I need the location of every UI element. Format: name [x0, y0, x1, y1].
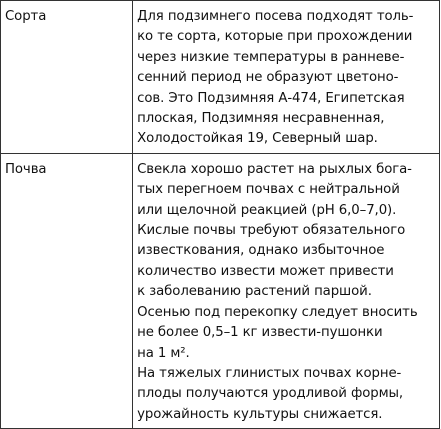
soil-text-line: не более 0,5–1 кг извести-пушонки	[137, 325, 383, 341]
varieties-text-line: сенний период не образуют цветоно-	[137, 70, 399, 86]
soil-text-line: количество извести может привести	[137, 263, 394, 279]
varieties-text-line: через низкие температуры в ранневе-	[137, 49, 405, 65]
row-label-cell	[1, 1, 133, 154]
soil-text-line: известкования, однако избыточное	[137, 243, 385, 259]
table-row-soil	[1, 153, 440, 428]
row-label-varieties: Сорта	[5, 9, 47, 24]
soil-text-line: Осенью под перекопку следует вносить	[137, 304, 418, 320]
soil-text-line: На тяжелых глинистых почвах корне-	[137, 365, 402, 381]
varieties-text-line: Для подзимнего посева подходят толь-	[137, 9, 414, 24]
soil-text-line: урожайность культуры снижается.	[137, 406, 383, 422]
soil-text-line: на 1 м².	[137, 345, 190, 361]
row-text-cell	[133, 153, 440, 428]
soil-text-line: Свекла хорошо растет на рыхлых бога-	[137, 161, 412, 177]
soil-text-line: тых перегноем почвах с нейтральной	[137, 182, 400, 198]
varieties-text-line: плоская, Подзимняя несравненная,	[137, 111, 385, 127]
soil-text-line: или щелочной реакцией (рН 6,0–7,0).	[137, 202, 397, 218]
soil-text-line: к заболеванию растений паршой.	[137, 284, 372, 300]
varieties-text-line: Холодостойкая 19, Северный шар.	[137, 131, 378, 147]
row-label-soil: Почва	[5, 161, 47, 177]
table-row-varieties	[1, 1, 440, 154]
varieties-text-line: ко те сорта, которые при прохождении	[137, 29, 413, 45]
row-label-cell	[1, 153, 133, 428]
varieties-text-line: сов. Это Подзимняя А-474, Египетская	[137, 90, 405, 106]
soil-text-line: Кислые почвы требуют обязательного	[137, 223, 406, 239]
row-text-cell	[133, 1, 440, 154]
soil-text-line: плоды получаются уродливой формы,	[137, 386, 404, 402]
